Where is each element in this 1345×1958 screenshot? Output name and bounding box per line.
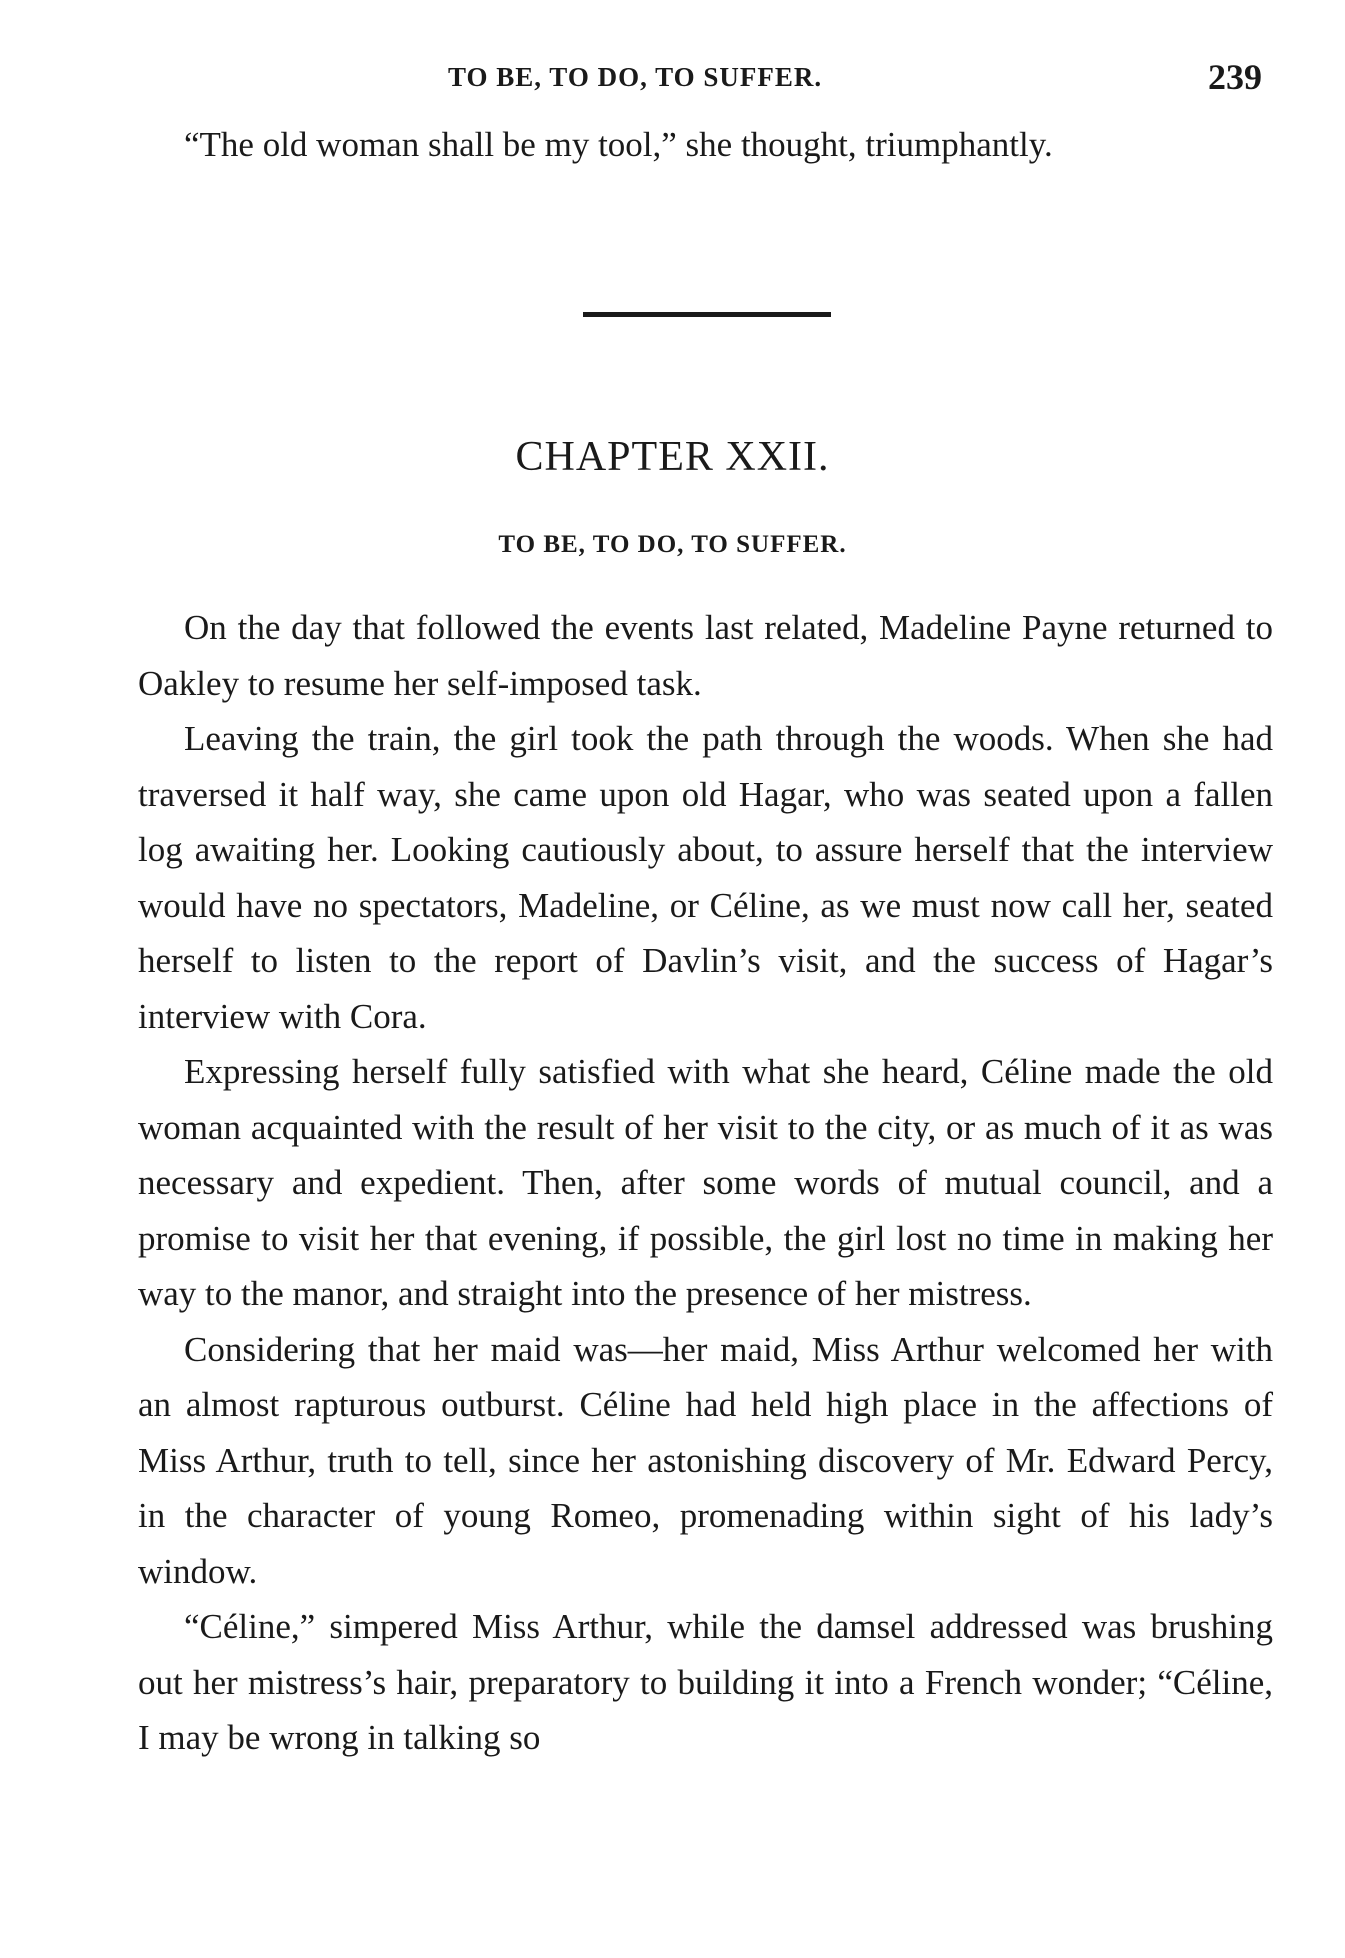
chapter-body [138, 600, 1273, 1766]
paragraph-1: On the day that followed the events last related, Madeline Payne returned to Oakley to resume her self-imposed task. [138, 608, 1273, 703]
chapter-title: CHAPTER XXII. [515, 434, 830, 480]
opening-paragraph: “The old woman shall be my tool,” she thought, triumphantly. [184, 125, 1053, 164]
paragraph-2: Leaving the train, the girl took the path through the woods. When she had traversed it half way, she came upon old Hagar, who was seated upon a fallen log awaiting her. Looking cautiously about, to assure herself that the interview would have no spectators, Madeline, or Céline, as we must now call her, seated herself to listen to the report of Davlin’s visit, and the success of Hagar’s interview with Cora. [138, 719, 1273, 1036]
running-head: TO BE, TO DO, TO SUFFER. [448, 62, 823, 92]
section-divider [583, 312, 831, 317]
paragraph-5: “Céline,” simpered Miss Arthur, while the damsel addressed was brushing out her mistress’s hair, preparatory to building it into a French wonder; “Céline, I may be wrong in talking so [138, 1607, 1273, 1757]
paragraph-4: Considering that her maid was—her maid, Miss Arthur welcomed her with an almost rapturous outburst. Céline had held high place in the affections of Miss Arthur, truth to tell, since her astonishing discovery of Mr. Edward Percy, in the character of young Romeo, promenading within sight of his lady’s window. [138, 1329, 1273, 1591]
paragraph-3: Expressing herself fully satisfied with what she heard, Céline made the old woman acquainted with the result of her visit to the city, or as much of it as was necessary and expedient. Then, after some words of mutual council, and a promise to visit her that evening, if possible, the girl lost no time in making her way to the manor, and straight into the presence of her mistress. [138, 1052, 1273, 1313]
page-number: 239 [1208, 57, 1262, 97]
opening-text-block [138, 117, 1273, 173]
chapter-subtitle: TO BE, TO DO, TO SUFFER. [498, 531, 847, 558]
